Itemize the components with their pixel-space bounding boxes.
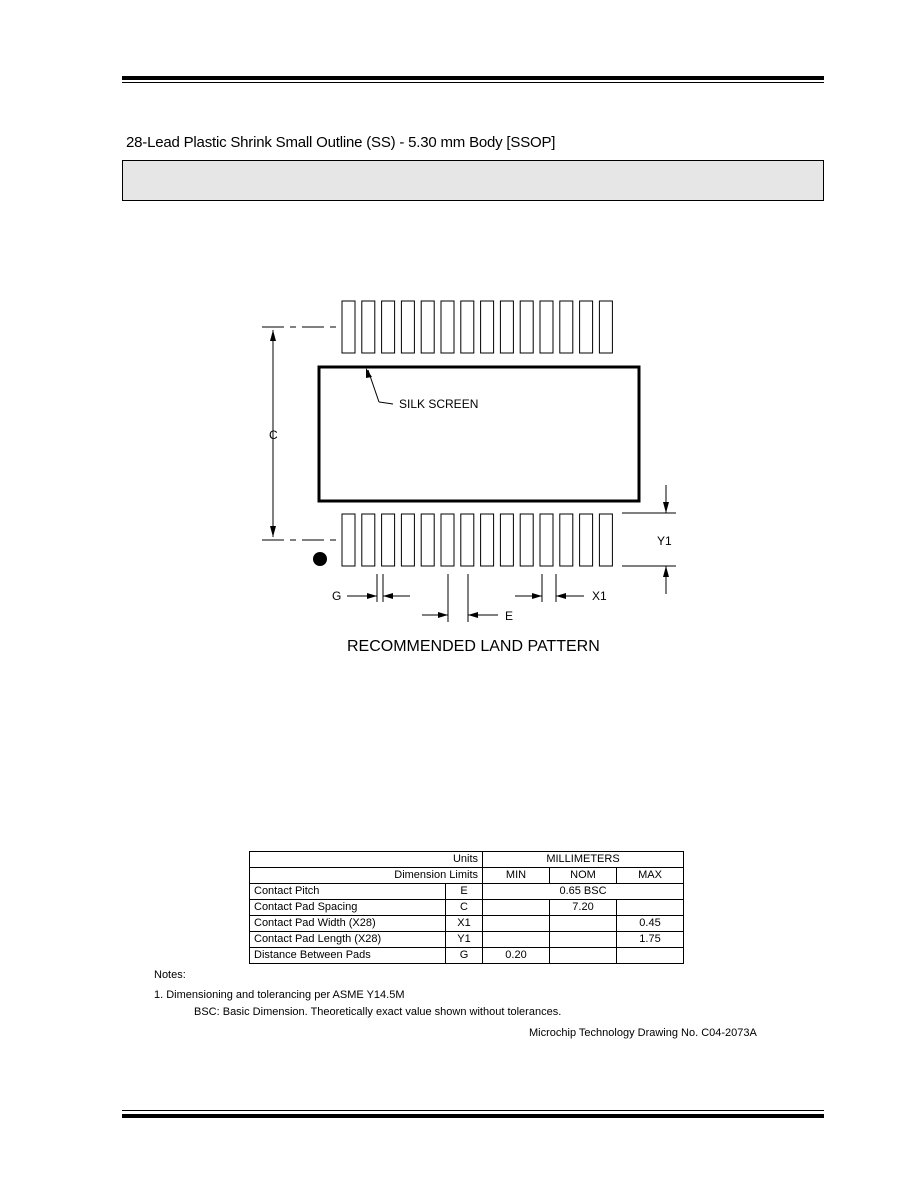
contact-pad <box>580 514 593 566</box>
bottom-rule-thick <box>122 1114 824 1118</box>
silk-leader-tail <box>379 402 393 404</box>
silk-screen-outline <box>319 367 639 501</box>
row-name: Contact Pad Width (X28) <box>250 916 446 932</box>
table-row-units <box>250 852 684 868</box>
row-symbol: G <box>446 948 483 964</box>
c-arrow-top <box>270 330 276 341</box>
header-nom: NOM <box>550 868 617 884</box>
row-name: Contact Pad Spacing <box>250 900 446 916</box>
row-max <box>617 948 684 964</box>
c-arrow-bottom <box>270 526 276 537</box>
row-max <box>617 900 684 916</box>
note-bsc: BSC: Basic Dimension. Theoretically exact value shown without tolerances. <box>194 1006 562 1018</box>
row-max: 1.75 <box>617 932 684 948</box>
contact-pad <box>382 514 395 566</box>
label-x1: X1 <box>592 589 607 603</box>
contact-pad <box>342 514 355 566</box>
table-row <box>250 932 684 948</box>
table-row <box>250 884 684 900</box>
contact-pad <box>580 301 593 353</box>
table-row <box>250 916 684 932</box>
contact-pad <box>461 514 474 566</box>
row-min <box>483 900 550 916</box>
contact-pad <box>500 301 513 353</box>
contact-pad <box>481 301 494 353</box>
page-title: 28-Lead Plastic Shrink Small Outline (SS) - 5.30 mm Body [SSOP] <box>126 134 556 151</box>
contact-pad <box>362 301 375 353</box>
contact-pad <box>520 514 533 566</box>
y1-arrow-bottom <box>663 566 669 577</box>
contact-pad <box>342 301 355 353</box>
table-row <box>250 900 684 916</box>
contact-pad <box>481 514 494 566</box>
units-value: MILLIMETERS <box>483 852 684 868</box>
contact-pad <box>401 301 414 353</box>
contact-pad <box>560 301 573 353</box>
row-name: Contact Pad Length (X28) <box>250 932 446 948</box>
row-symbol: X1 <box>446 916 483 932</box>
contact-pad <box>421 514 434 566</box>
table-row-limits <box>250 868 684 884</box>
row-min: 0.20 <box>483 948 550 964</box>
silk-leader-arrow <box>366 368 372 378</box>
row-nom: 7.20 <box>550 900 617 916</box>
contact-pad <box>401 514 414 566</box>
label-e: E <box>505 609 514 623</box>
notes-heading: Notes: <box>154 969 186 981</box>
drawing-number: Microchip Technology Drawing No. C04-2073A <box>529 1027 757 1039</box>
note-1: 1. Dimensioning and tolerancing per ASME Y14.5M <box>154 989 405 1001</box>
dimension-table <box>249 851 684 964</box>
label-silk-screen: SILK SCREEN <box>399 397 479 411</box>
label-y1: Y1 <box>657 534 672 548</box>
bottom-pad-row <box>342 514 612 566</box>
row-symbol: C <box>446 900 483 916</box>
bottom-rule-thin <box>122 1110 824 1111</box>
contact-pad <box>362 514 375 566</box>
contact-pad <box>540 514 553 566</box>
y1-arrow-top <box>663 502 669 513</box>
top-pad-row <box>342 301 612 353</box>
drawing-caption: RECOMMENDED LAND PATTERN <box>347 638 600 655</box>
pin-one-marker <box>313 552 327 566</box>
row-name: Distance Between Pads <box>250 948 446 964</box>
row-nom <box>550 932 617 948</box>
contact-pad <box>421 301 434 353</box>
contact-pad <box>599 514 612 566</box>
header-max: MAX <box>617 868 684 884</box>
row-name: Contact Pitch <box>250 884 446 900</box>
row-min <box>483 932 550 948</box>
table-row <box>250 948 684 964</box>
contact-pad <box>599 301 612 353</box>
row-nom <box>550 948 617 964</box>
contact-pad <box>441 514 454 566</box>
label-g: G <box>332 589 342 603</box>
limits-label: Dimension Limits <box>250 868 483 884</box>
row-nom <box>550 916 617 932</box>
row-symbol: E <box>446 884 483 900</box>
contact-pad <box>382 301 395 353</box>
row-min <box>483 916 550 932</box>
contact-pad <box>441 301 454 353</box>
units-label: Units <box>250 852 483 868</box>
contact-pad <box>461 301 474 353</box>
row-max: 0.45 <box>617 916 684 932</box>
contact-pad <box>500 514 513 566</box>
label-c: C <box>269 428 278 442</box>
header-min: MIN <box>483 868 550 884</box>
contact-pad <box>520 301 533 353</box>
contact-pad <box>560 514 573 566</box>
contact-pad <box>540 301 553 353</box>
row-symbol: Y1 <box>446 932 483 948</box>
row-nom: 0.65 BSC <box>483 884 684 900</box>
